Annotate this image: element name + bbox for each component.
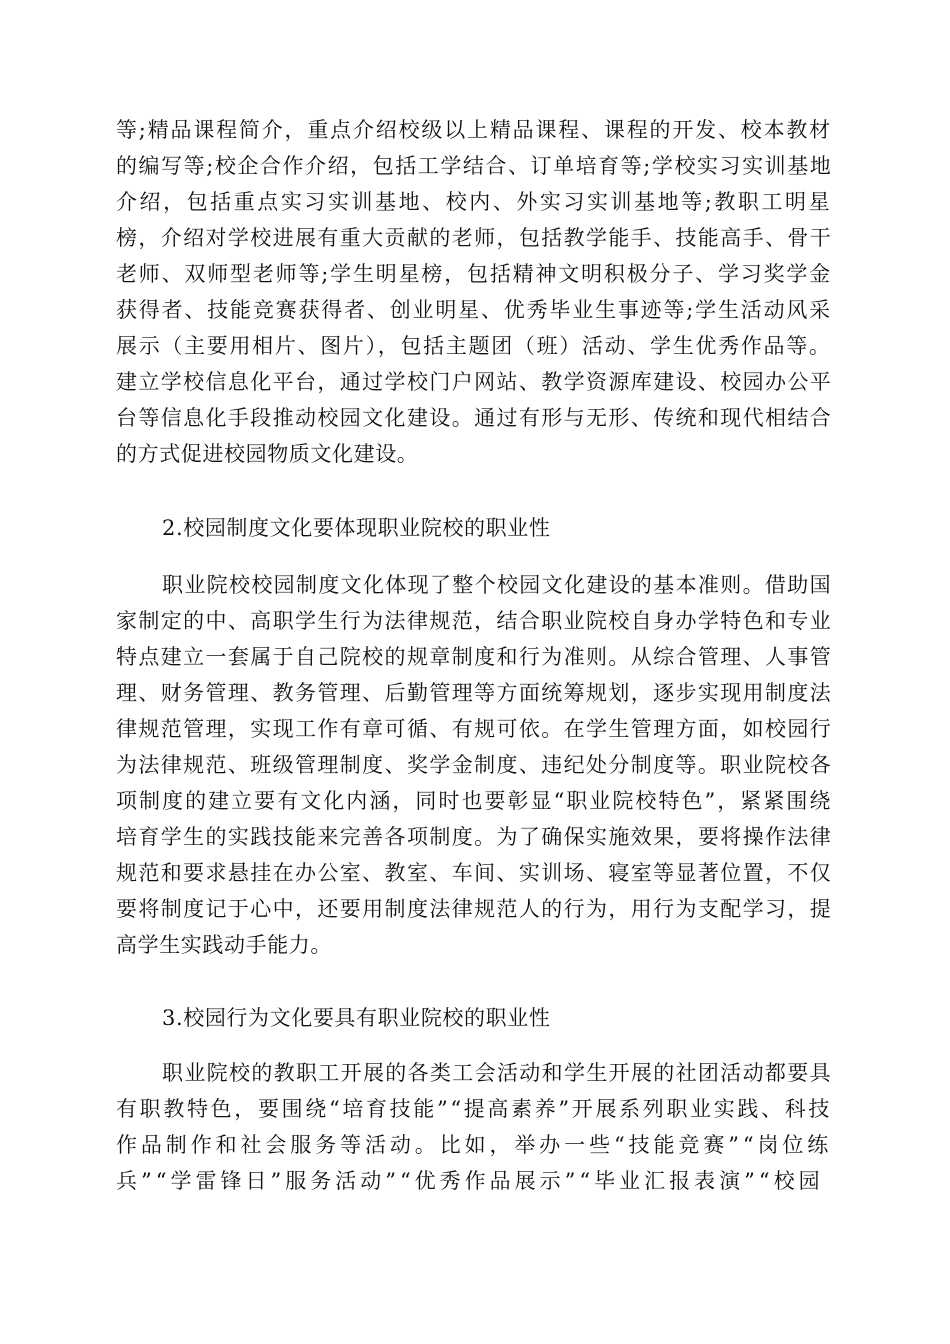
text-line: 要将制度记于心中，还要用制度法律规范人的行为，用行为支配学习，提 <box>116 897 833 921</box>
text-line: 家制定的中、高职学生行为法律规范，结合职业院校自身办学特色和专业 <box>116 609 833 633</box>
text-line: 律规范管理，实现工作有章可循、有规可依。在学生管理方面，如校园行 <box>116 717 833 741</box>
text-line: 介绍，包括重点实习实训基地、校内、外实习实训基地等;教职工明星 <box>116 190 833 214</box>
text-line: 展示（主要用相片、图片），包括主题团（班）活动、学生优秀作品等。 <box>116 334 832 358</box>
text-line: 规范和要求悬挂在办公室、教室、车间、实训场、寝室等显著位置，不仅 <box>116 861 833 885</box>
text-line: 建立学校信息化平台，通过学校门户网站、教学资源库建设、校园办公平 <box>116 370 833 394</box>
paragraph-campus-material-culture <box>116 112 832 472</box>
text-line: 项制度的建立要有文化内涵，同时也要彰显“职业院校特色”，紧紧围绕 <box>116 789 833 813</box>
section-heading-3: 3.校园行为文化要具有职业院校的职业性 <box>162 1006 551 1030</box>
text-line: 兵”“学雷锋日”服务活动”“优秀作品展示”“毕业汇报表演”“校园 <box>116 1169 824 1193</box>
text-line: 职业院校校园制度文化体现了整个校园文化建设的基本准则。借助国 <box>162 573 832 597</box>
paragraph-institutional-culture <box>116 567 832 963</box>
text-line: 获得者、技能竞赛获得者、创业明星、优秀毕业生事迹等;学生活动风采 <box>116 298 832 322</box>
text-line: 有职教特色，要围绕“培育技能”“提高素养”开展系列职业实践、科技 <box>116 1097 833 1121</box>
text-line: 榜，介绍对学校进展有重大贡献的老师，包括教学能手、技能高手、骨干 <box>116 226 833 250</box>
text-line: 职业院校的教职工开展的各类工会活动和学生开展的社团活动都要具 <box>162 1061 832 1085</box>
text-line: 等;精品课程简介，重点介绍校级以上精品课程、课程的开发、校本教材 <box>116 118 832 142</box>
text-line: 的方式促进校园物质文化建设。 <box>116 442 419 466</box>
text-line: 培育学生的实践技能来完善各项制度。为了确保实施效果，要将操作法律 <box>116 825 833 849</box>
text-line: 理、财务管理、教务管理、后勤管理等方面统筹规划，逐步实现用制度法 <box>116 681 833 705</box>
text-line: 老师、双师型老师等;学生明星榜，包括精神文明积极分子、学习奖学金 <box>116 262 832 286</box>
text-line: 高学生实践动手能力。 <box>116 933 332 957</box>
text-line: 为法律规范、班级管理制度、奖学金制度、违纪处分制度等。职业院校各 <box>116 753 833 777</box>
text-line: 台等信息化手段推动校园文化建设。通过有形与无形、传统和现代相结合 <box>116 406 833 430</box>
paragraph-behavior-culture <box>116 1055 832 1199</box>
text-line: 作品制作和社会服务等活动。比如，举办一些“技能竞赛”“岗位练 <box>116 1133 833 1157</box>
section-heading-2: 2.校园制度文化要体现职业院校的职业性 <box>162 516 551 540</box>
text-line: 的编写等;校企合作介绍，包括工学结合、订单培育等;学校实习实训基地 <box>116 154 833 178</box>
text-line: 特点建立一套属于自己院校的规章制度和行为准则。从综合管理、人事管 <box>116 645 833 669</box>
